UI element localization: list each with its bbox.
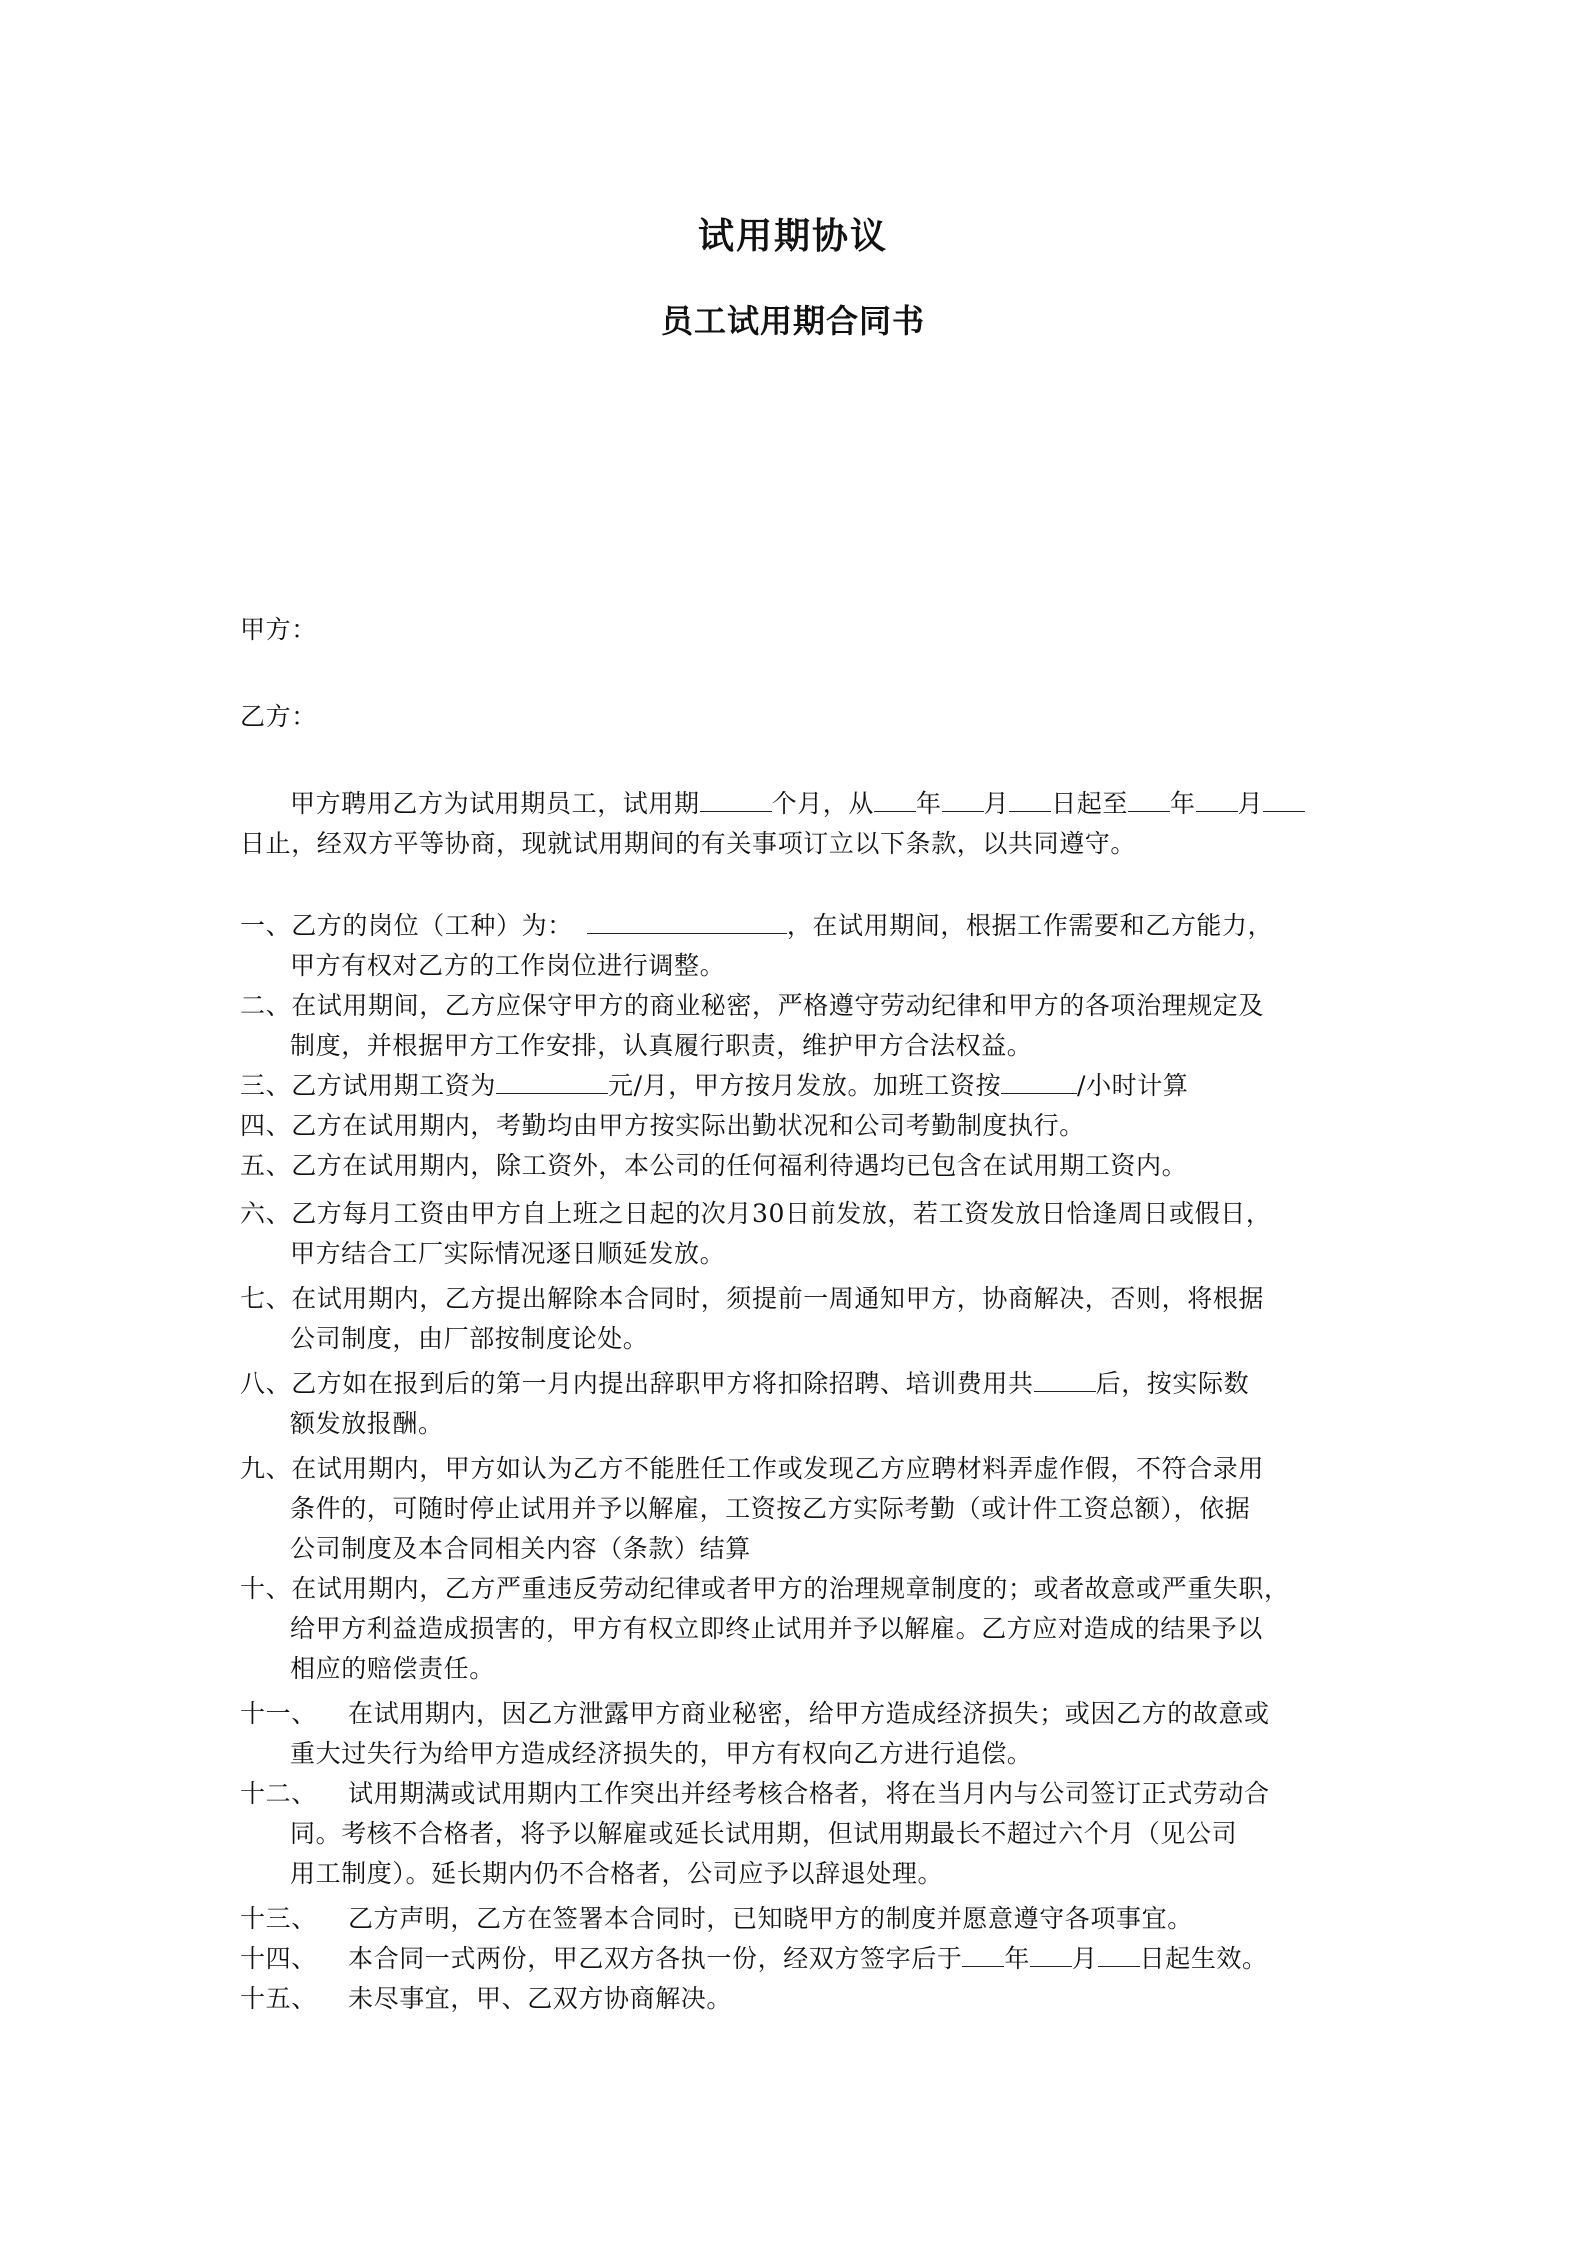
intro-text: 日起至 [1051, 789, 1129, 818]
clause-number: 十一、 [240, 1699, 317, 1728]
clause-text: 在试用期内，因乙方泄露甲方商业秘密，给甲方造成经济损失；或因乙方的故意或 [348, 1699, 1270, 1728]
clause-14-line-1 [240, 1939, 1268, 1979]
clause-number: 五、 [240, 1151, 292, 1180]
clause-11-line-2: 重大过失行为给甲方造成经济损失的，甲方有权向乙方进行追偿。 [290, 1739, 1033, 1768]
clause-text: 日起生效。 [1139, 1944, 1268, 1973]
overtime-rate-blank[interactable] [1001, 1067, 1077, 1094]
clause-text: 在试用期间，乙方应保守甲方的商业秘密，严格遵守劳动纪律和甲方的各项治理规定及 [291, 991, 1265, 1020]
clause-11-line-1 [240, 1694, 1270, 1734]
clause-number: 一、 [240, 911, 292, 940]
clause-number: 十三、 [240, 1904, 317, 1933]
clause-number: 二、 [240, 991, 292, 1020]
training-fee-blank[interactable] [1034, 1365, 1096, 1392]
clause-text: 元/月，甲方按月发放。加班工资按 [608, 1071, 1002, 1100]
clause-text: 在试用期内，乙方严重违反劳动纪律或者甲方的治理规章制度的；或者故意或严重失职， [291, 1574, 1290, 1603]
position-blank[interactable] [587, 907, 787, 934]
clause-text: 年 [1004, 1944, 1031, 1973]
clause-text: 月 [1072, 1944, 1098, 1973]
clause-text: 试用期满或试用期内工作突出并经考核合格者，将在当月内与公司签订正式劳动合 [348, 1779, 1270, 1808]
party-a-label: 甲方： [240, 615, 317, 644]
effective-month-blank[interactable] [1030, 1940, 1072, 1967]
clause-text: 在试用期内，乙方提出解除本合同时，须提前一周通知甲方，协商解决，否则，将根据 [291, 1284, 1265, 1313]
clause-4-line-1 [240, 1106, 1085, 1146]
clause-3-line-1 [240, 1066, 1188, 1106]
clause-number: 四、 [240, 1111, 292, 1140]
clause-text: 本合同一式两份，甲乙双方各执一份，经双方签字后于 [348, 1944, 963, 1973]
clause-text: 乙方试用期工资为 [291, 1071, 497, 1100]
clause-text: 后，按实际数 [1095, 1369, 1250, 1398]
clause-text: /小时计算 [1077, 1071, 1189, 1100]
clause-2-line-2: 制度，并根据甲方工作安排，认真履行职责，维护甲方合法权益。 [290, 1031, 1033, 1060]
salary-blank[interactable] [496, 1067, 608, 1094]
clause-number: 十、 [240, 1574, 292, 1603]
clause-text: 乙方在试用期内，除工资外，本公司的任何福利待遇均已包含在试用期工资内。 [291, 1151, 1188, 1180]
intro-text: 月 [983, 789, 1010, 818]
clause-8-line-1 [240, 1364, 1249, 1404]
effective-year-blank[interactable] [962, 1940, 1004, 1967]
clause-13-line-1 [240, 1899, 1193, 1939]
clause-text: 乙方的岗位（工种）为： [291, 911, 573, 940]
clause-10-line-1 [240, 1569, 1290, 1609]
intro-text: 年 [916, 789, 942, 818]
clause-number: 七、 [240, 1284, 292, 1313]
clause-text: 在试用期内，甲方如认为乙方不能胜任工作或发现乙方应聘材料弄虚作假，不符合录用 [291, 1454, 1265, 1483]
intro-text: 月 [1237, 789, 1264, 818]
clause-2-line-1 [240, 986, 1264, 1026]
clause-1-line-1 [240, 906, 1273, 946]
intro-line-2: 日止，经双方平等协商，现就试用期间的有关事项订立以下条款，以共同遵守。 [240, 829, 1137, 858]
start-year-blank[interactable] [874, 785, 916, 812]
clause-number: 十二、 [240, 1779, 317, 1808]
clause-text: 乙方每月工资由甲方自上班之日起的次月30日前发放，若工资发放日恰逢周日或假日， [291, 1199, 1272, 1228]
clause-7-line-2: 公司制度，由厂部按制度论处。 [290, 1324, 649, 1353]
clause-text: 乙方声明，乙方在签署本合同时，已知晓甲方的制度并愿意遵守各项事宜。 [348, 1904, 1193, 1933]
clause-number: 九、 [240, 1454, 292, 1483]
clause-text: 未尽事宜，甲、乙双方协商解决。 [348, 1984, 733, 2013]
clause-9-line-3: 公司制度及本合同相关内容（条款）结算 [290, 1534, 751, 1563]
end-day-blank[interactable] [1263, 785, 1305, 812]
intro-text: 年 [1170, 789, 1196, 818]
effective-day-blank[interactable] [1098, 1940, 1140, 1967]
clause-number: 六、 [240, 1199, 292, 1228]
end-year-blank[interactable] [1128, 785, 1170, 812]
clause-6-line-2: 甲方结合工厂实际情况逐日顺延发放。 [290, 1239, 726, 1268]
clause-10-line-3: 相应的赔偿责任。 [290, 1654, 495, 1683]
clause-number: 十五、 [240, 1984, 317, 2013]
clause-number: 十四、 [240, 1944, 317, 1973]
clause-10-line-2: 给甲方利益造成损害的，甲方有权立即终止试用并予以解雇。乙方应对造成的结果予以 [290, 1614, 1263, 1643]
clause-12-line-1 [240, 1774, 1270, 1814]
clause-text: 乙方在试用期内，考勤均由甲方按实际出勤状况和公司考勤制度执行。 [291, 1111, 1085, 1140]
clause-9-line-1 [240, 1449, 1264, 1489]
end-month-blank[interactable] [1196, 785, 1238, 812]
clause-number: 八、 [240, 1369, 292, 1398]
intro-text: 个月，从 [771, 789, 875, 818]
start-day-blank[interactable] [1009, 785, 1051, 812]
clause-15-line-1 [240, 1979, 732, 2019]
clause-text: 乙方如在报到后的第一月内提出辞职甲方将扣除招聘、培训费用共 [291, 1369, 1034, 1398]
clause-12-line-2: 同。考核不合格者，将予以解雇或延长试用期，但试用期最长不超过六个月（见公司 [290, 1819, 1238, 1848]
document-subtitle: 员工试用期合同书 [660, 302, 925, 340]
clause-12-line-3: 用工制度）。延长期内仍不合格者，公司应予以辞退处理。 [290, 1859, 944, 1888]
clause-5-line-1 [240, 1146, 1187, 1186]
clause-text: ，在试用期间，根据工作需要和乙方能力， [786, 911, 1274, 940]
months-blank[interactable] [700, 785, 772, 812]
intro-line-1 [290, 784, 1305, 824]
document-title: 试用期协议 [697, 215, 888, 257]
intro-text: 甲方聘用乙方为试用期员工，试用期 [290, 789, 700, 818]
clause-1-line-2: 甲方有权对乙方的工作岗位进行调整。 [290, 951, 726, 980]
clause-8-line-2: 额发放报酬。 [290, 1409, 444, 1438]
clause-9-line-2: 条件的，可随时停止试用并予以解雇，工资按乙方实际考勤（或计件工资总额），依据 [290, 1494, 1251, 1523]
clause-6-line-1 [240, 1194, 1271, 1234]
party-b-label: 乙方： [240, 702, 317, 731]
start-month-blank[interactable] [942, 785, 984, 812]
clause-number: 三、 [240, 1071, 292, 1100]
clause-7-line-1 [240, 1279, 1264, 1319]
